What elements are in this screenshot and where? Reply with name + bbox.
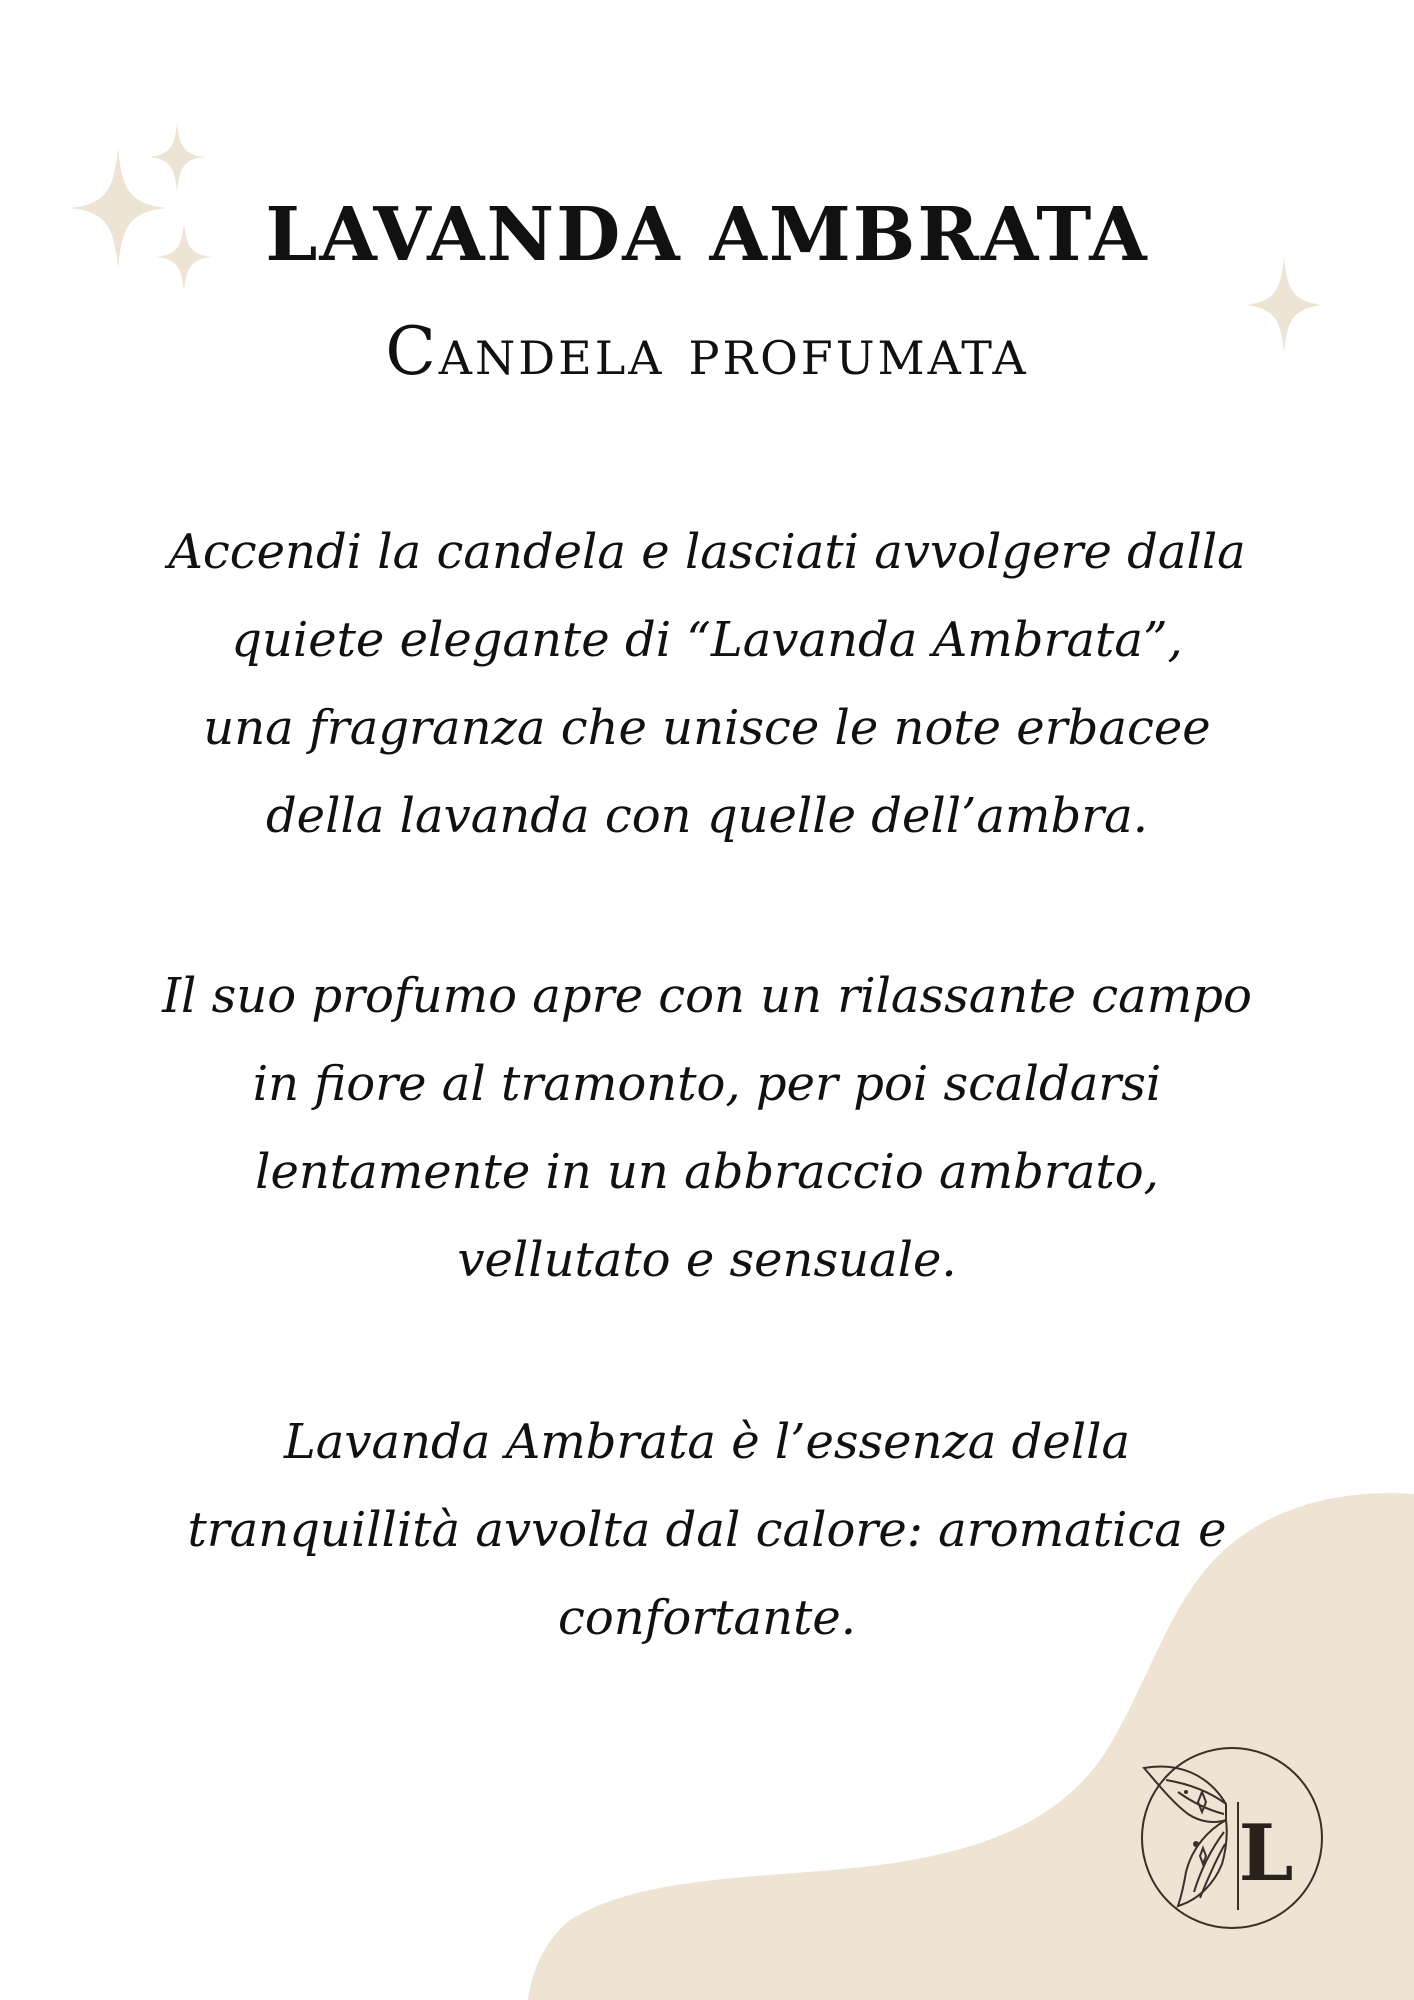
page-title: LAVANDA AMBRATA <box>265 192 1149 278</box>
page-subtitle: Candela profumata <box>385 313 1029 390</box>
text-line: confortante. <box>557 1590 857 1646</box>
description-paragraph <box>150 508 1264 860</box>
sparkle-icon <box>149 122 205 192</box>
description-paragraph <box>150 1398 1264 1662</box>
brand-logo <box>1138 1744 1326 1932</box>
text-line: tranquillità avvolta dal calore: aromatica e <box>187 1502 1227 1558</box>
text-line: quiete elegante di “Lavanda Ambrata”, <box>231 612 1183 668</box>
text-line: della lavanda con quelle dell’ambra. <box>265 788 1149 844</box>
text-line: Accendi la candela e lasciati avvolgere dalla <box>168 524 1246 580</box>
text-line: in fiore al tramonto, per poi scaldarsi <box>252 1056 1162 1112</box>
text-line: una fragranza che unisce le note erbacee <box>203 700 1211 756</box>
text-line: lentamente in un abbraccio ambrato, <box>255 1144 1159 1200</box>
description-paragraph <box>150 952 1264 1304</box>
logo-letter: L <box>1238 1808 1294 1899</box>
text-line: Il suo profumo apre con un rilassante campo <box>162 968 1252 1024</box>
text-line: vellutato e sensuale. <box>457 1232 957 1288</box>
text-line: Lavanda Ambrata è l’essenza della <box>283 1414 1131 1470</box>
